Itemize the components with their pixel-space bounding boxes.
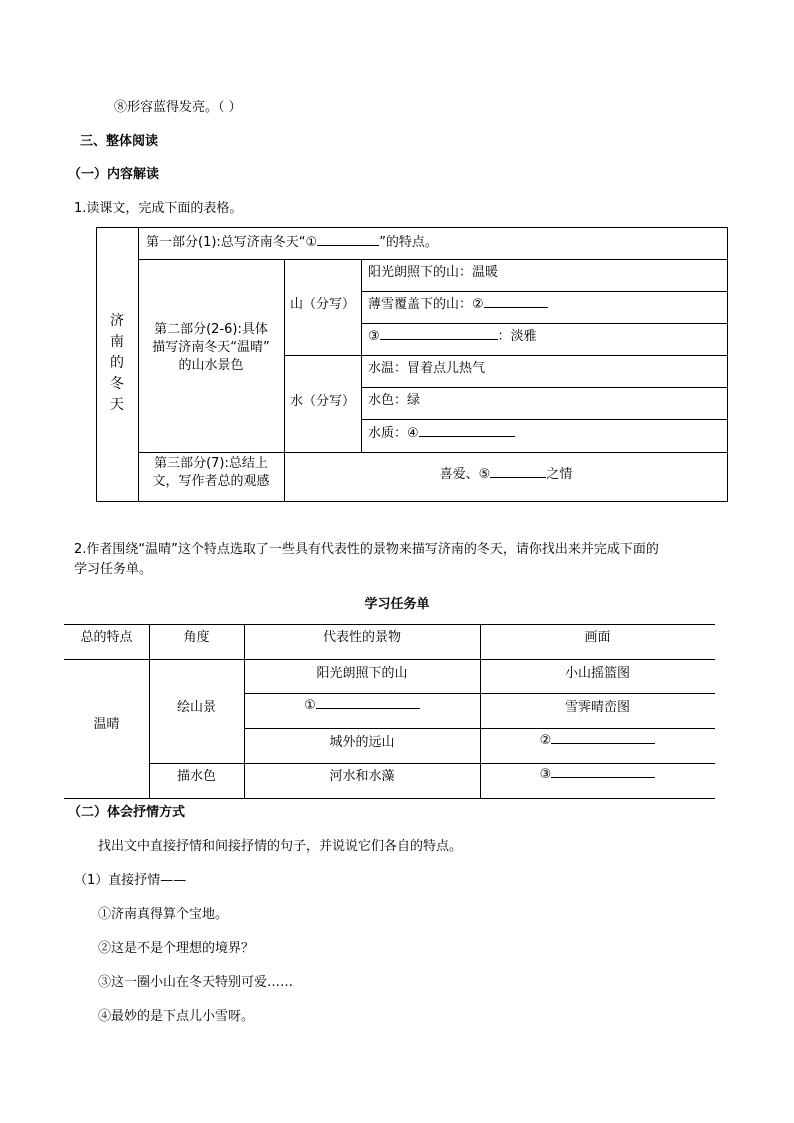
angle-mountain: 绘山景 [176, 700, 216, 715]
direct-item-1: ①济南真得算个宝地。 [98, 907, 229, 922]
header-feature: 总的特点 [80, 630, 133, 645]
row-sunny-mountain: 阳光朗照下的山：温暖 [368, 265, 499, 280]
header-angle: 角度 [183, 630, 210, 645]
row-snow-mountain: 薄雪覆盖下的山：② [368, 293, 548, 312]
header-picture: 画面 [584, 630, 611, 645]
feature-cell: 温晴 [93, 717, 120, 732]
direct-item-3: ③这一圈小山在冬天特别可爱…… [98, 975, 294, 990]
task-table [64, 624, 715, 799]
q2-line1: 2.作者围绕“温晴”这个特点选取了一些具有代表性的景物来描写济南的冬天，请你找出来并完成下面的 [74, 542, 659, 557]
picture-row-2: 雪霁晴峦图 [564, 700, 630, 715]
row-water-color: 水色：绿 [368, 393, 421, 408]
scene-row-3: 城外的远山 [329, 735, 395, 750]
part3-right: 喜爱、⑤ 之情 [439, 467, 573, 482]
picture-row-4: ③ [480, 765, 715, 782]
part2-cell: 第二部分(2-6):具体 描写济南冬天“温晴” 的山水景色 [152, 322, 270, 373]
mountain-label: 山（分写） [289, 297, 355, 312]
item-8: ⑧形容蓝得发亮。（ ） [114, 100, 242, 115]
angle-water: 描水色 [176, 769, 216, 784]
left-label: 济 南 的 冬 天 [110, 313, 124, 413]
header-scene: 代表性的景物 [322, 630, 401, 645]
section3-title: 三、整体阅读 [80, 134, 159, 149]
sub2-title: （二）体会抒情方式 [68, 805, 186, 820]
part1-cell: 第一部分(1):总写济南冬天“① ”的特点。 [146, 235, 438, 250]
task-title: 学习任务单 [364, 597, 430, 612]
scene-row-2: ① [244, 696, 480, 713]
direct-title: （1）直接抒情—— [74, 873, 187, 888]
row-water-temp: 水温：冒着点儿热气 [368, 361, 486, 376]
content-table [96, 227, 728, 502]
q1-text: 1.读课文，完成下面的表格。 [74, 201, 243, 216]
scene-row-4: 河水和水藻 [329, 769, 395, 784]
row-elegant: ③ ：淡雅 [368, 329, 537, 344]
direct-item-4: ④最妙的是下点儿小雪呀。 [98, 1009, 255, 1024]
direct-item-2: ②这是不是个理想的境界？ [98, 941, 255, 956]
q2-line2: 学习任务单。 [74, 562, 153, 577]
water-label: 水（分写） [289, 394, 355, 409]
picture-row-3: ② [480, 731, 715, 748]
row-water-quality: 水质：④ [368, 422, 515, 441]
picture-row-1: 小山摇篮图 [564, 666, 630, 681]
sub2-instruction: 找出文中直接抒情和间接抒情的句子，并说说它们各自的特点。 [98, 839, 463, 854]
part3-cell: 第三部分(7):总结上 文，写作者总的观感 [152, 456, 270, 489]
scene-row-1: 阳光朗照下的山 [316, 666, 408, 681]
sub1-title: （一）内容解读 [68, 167, 160, 182]
